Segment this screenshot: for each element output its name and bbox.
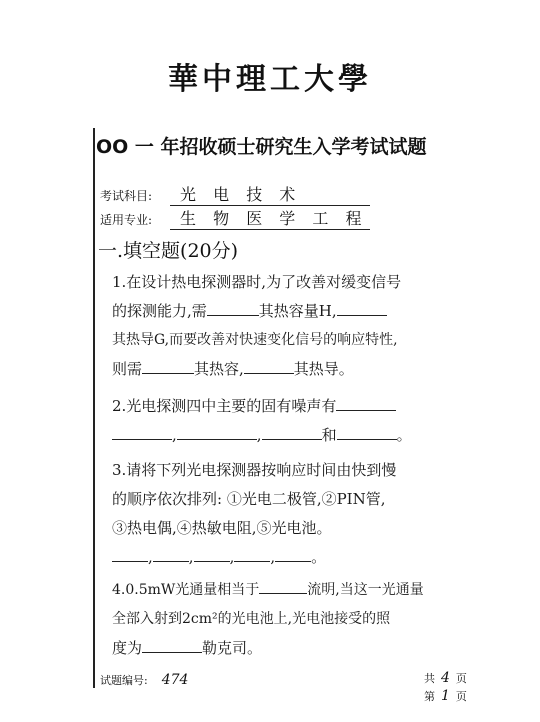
q1-line-3: 其热导G,而要改善对快速变化信号的响应特性, (112, 332, 398, 348)
major-row (100, 206, 370, 230)
question-1 (112, 268, 497, 384)
subject-row (100, 182, 370, 206)
q4-line-3: 度为 勒克司。 (112, 639, 263, 657)
q4-line-1: 4.0.5mW光通量相当于 流明,当这一光通量 (112, 582, 424, 598)
question-3 (112, 456, 497, 572)
q4-line-2: 全部入射到2cm²的光电池上,光电池接受的照 (112, 611, 391, 627)
section-title: 一.填空题(20分) (98, 240, 239, 262)
total-pages: 共 4 页 (424, 670, 467, 686)
q1-line-4: 则需 其热容, 其热导。 (112, 360, 354, 378)
exam-code-value: 474 (161, 672, 189, 688)
margin-rule (93, 128, 95, 688)
question-4 (112, 576, 497, 663)
page-number: 第 1 页 (424, 688, 467, 704)
subject-label: 考试科目: (100, 189, 153, 203)
q3-line-4: , , , , 。 (112, 543, 497, 572)
total-pages-value: 4 (441, 670, 450, 686)
q1-line-2: 的探测能力,需 其热容量H, (112, 297, 497, 326)
q2-line-2: , , 和 。 (112, 421, 497, 450)
q2-line-1: 2.光电探测四中主要的固有噪声有 (112, 392, 497, 421)
q3-line-1: 3.请将下列光电探测器按响应时间由快到慢 (112, 461, 397, 479)
major-label: 适用专业: (100, 213, 153, 227)
university-name: 華中理工大學 (168, 62, 372, 97)
page-number-value: 1 (441, 688, 450, 704)
question-2 (112, 392, 497, 450)
q1-line-1: 1.在设计热电探测器时,为了改善对缓变信号 (112, 273, 402, 291)
q3-line-3: ③热电偶,④热敏电阻,⑤光电池。 (112, 519, 332, 537)
exam-code-label: 试题编号: (100, 674, 148, 687)
exam-code (100, 672, 188, 688)
exam-title: OO 一 年招收硕士研究生入学考试试题 (96, 136, 427, 158)
subject-value: 光 电 技 术 (170, 182, 370, 206)
q3-line-2: 的顺序依次排列: ①光电二极管,②PIN管, (112, 490, 386, 508)
major-value: 生 物 医 学 工 程 (170, 206, 370, 230)
